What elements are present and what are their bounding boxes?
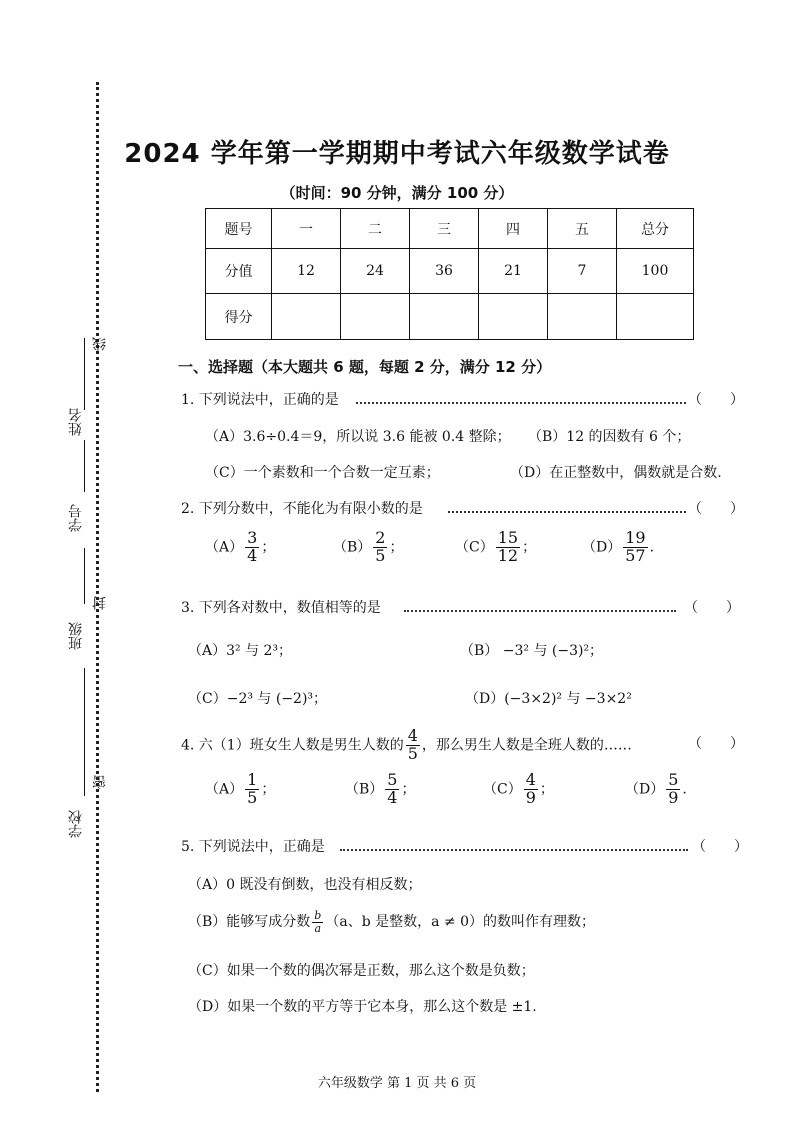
q2-b-label: （B） [333, 539, 372, 556]
q1-leader-dots [356, 402, 686, 404]
q2-c-label: （C） [455, 539, 494, 556]
value-cell: 12 [272, 249, 341, 294]
q5-leader-dots [340, 849, 688, 851]
q2-d-fraction [623, 530, 647, 565]
page-footer: 六年级数学 第 1 页 共 6 页 [317, 1076, 477, 1091]
header-cell: 总分 [617, 209, 694, 249]
numerator: 19 [625, 528, 646, 547]
score-blank-cell[interactable] [617, 294, 694, 340]
value-cell: 7 [548, 249, 617, 294]
student-no-label: 学号 [68, 504, 84, 532]
denominator: 9 [668, 787, 679, 807]
q3-option-c: （C）−2³ 与 (−2)³； [188, 691, 328, 707]
name-label: 姓名 [68, 408, 84, 436]
q5-stem: 5. 下列说法中，正确是 [181, 839, 325, 855]
header-cell: 三 [410, 209, 479, 249]
q4-d-fraction [666, 772, 680, 807]
class-blank-line [84, 548, 85, 604]
q2-a-end: ； [261, 539, 276, 556]
q2-option-d [582, 530, 654, 565]
numerator: b [314, 909, 322, 922]
q2-c-fraction [496, 530, 520, 565]
q2-d-label: （D） [582, 539, 622, 556]
score-blank-cell[interactable] [479, 294, 548, 340]
q4-a-label: （A） [205, 781, 244, 798]
q5-b-pre: （B）能够写成分数 [188, 914, 311, 931]
header-cell: 一 [272, 209, 341, 249]
exam-subtitle: （时间：90 分钟，满分 100 分） [280, 184, 514, 202]
score-label-cell: 得分 [206, 294, 272, 340]
q1-answer-paren[interactable]: （ ） [688, 392, 744, 408]
seal-xian: 线 [92, 337, 108, 351]
q4-option-c [483, 772, 554, 807]
q4-option-a [205, 772, 275, 807]
q3-stem: 3. 下列各对数中，数值相等的是 [181, 600, 381, 616]
numerator: 2 [375, 528, 386, 547]
q4-option-b [345, 772, 415, 807]
q4-d-end: . [682, 781, 687, 798]
q2-b-end: ； [389, 539, 404, 556]
score-table [205, 208, 694, 340]
q4-c-label: （C） [483, 781, 522, 798]
q5-b-post: （a、b 是整数，a ≠ 0）的数叫作有理数； [325, 914, 595, 931]
q4-c-fraction [524, 772, 538, 807]
denominator: 57 [625, 545, 646, 565]
denominator: 5 [407, 743, 418, 763]
numerator: 15 [497, 528, 519, 547]
q2-leader-dots [448, 511, 686, 513]
q5-option-b [188, 910, 595, 934]
score-table-header-row [206, 209, 694, 249]
header-cell: 五 [548, 209, 617, 249]
denominator: 4 [387, 787, 398, 807]
q2-option-a [205, 530, 275, 565]
score-blank-cell[interactable] [272, 294, 341, 340]
q2-a-fraction [245, 530, 259, 565]
q3-leader-dots [404, 610, 676, 612]
q2-stem: 2. 下列分数中，不能化为有限小数的是 [181, 501, 423, 517]
header-cell: 题号 [206, 209, 272, 249]
header-cell: 二 [341, 209, 410, 249]
q4-b-label: （B） [345, 781, 384, 798]
q1-option-b: （B）12 的因数有 6 个； [528, 429, 691, 445]
q4-stem-pre: 4. 六（1）班女生人数是男生人数的 [181, 737, 404, 754]
q2-option-b [333, 530, 403, 565]
q3-answer-paren[interactable]: （ ） [684, 600, 740, 616]
q4-a-end: ； [261, 781, 276, 798]
q5-answer-paren[interactable]: （ ） [692, 839, 748, 855]
q3-option-a: （A）3² 与 2³； [188, 643, 293, 659]
q4-stem [181, 728, 632, 763]
numerator: 4 [407, 726, 418, 745]
numerator: 5 [387, 770, 398, 789]
q5-option-d: （D）如果一个数的平方等于它本身，那么这个数是 ±1. [188, 999, 537, 1015]
value-cell: 24 [341, 249, 410, 294]
score-table-value-row [206, 249, 694, 294]
numerator: 4 [525, 770, 536, 789]
header-cell: 四 [479, 209, 548, 249]
q5-b-fraction [312, 910, 323, 934]
q4-a-fraction [245, 772, 259, 807]
value-cell: 36 [410, 249, 479, 294]
q5-option-a: （A）0 既没有倒数，也没有相反数； [188, 877, 422, 893]
q2-d-end: . [649, 539, 655, 556]
score-blank-cell[interactable] [341, 294, 410, 340]
value-cell: 分值 [206, 249, 272, 294]
score-blank-cell[interactable] [410, 294, 479, 340]
q2-b-fraction [373, 530, 387, 565]
q1-option-c: （C）一个素数和一个合数一定互素； [205, 465, 440, 481]
class-label: 班级 [68, 622, 84, 650]
q5-option-c: （C）如果一个数的偶次幂是正数，那么这个数是负数； [188, 963, 535, 979]
value-cell: 100 [617, 249, 694, 294]
q4-c-end: ； [539, 781, 554, 798]
numerator: 1 [247, 770, 258, 789]
value-cell: 21 [479, 249, 548, 294]
denominator: 5 [375, 545, 386, 565]
q2-option-c [455, 530, 536, 565]
seal-feng: 封 [92, 596, 108, 610]
q2-c-end: ； [522, 539, 537, 556]
seal-mi: 密 [92, 775, 108, 789]
q4-option-d [625, 772, 687, 807]
exam-title: 2024 学年第一学期期中考试六年级数学试卷 [124, 139, 670, 169]
denominator: a [314, 921, 322, 935]
binding-dotted-line [96, 82, 99, 1092]
q3-option-b: （B） −3² 与 (−3)²； [460, 643, 604, 659]
numerator: 5 [668, 770, 679, 789]
student-no-blank-line [84, 440, 85, 492]
name-blank-line [84, 338, 85, 410]
numerator: 3 [247, 528, 258, 547]
q1-stem: 1. 下列说法中，正确的是 [181, 392, 339, 408]
school-blank-line [84, 668, 85, 796]
section-title: 一、选择题（本大题共 6 题，每题 2 分，满分 12 分） [178, 358, 552, 376]
q3-option-d: （D）(−3×2)² 与 −3×2² [465, 691, 632, 707]
q1-option-d: （D）在正整数中，偶数就是合数. [510, 465, 722, 481]
denominator: 9 [525, 787, 536, 807]
q4-b-fraction [385, 772, 399, 807]
q2-answer-paren[interactable]: （ ） [688, 501, 744, 517]
score-blank-cell[interactable] [548, 294, 617, 340]
q1-option-a: （A）3.6÷0.4＝9，所以说 3.6 能被 0.4 整除； [205, 429, 511, 445]
q4-b-end: ； [401, 781, 416, 798]
denominator: 4 [247, 545, 258, 565]
denominator: 12 [497, 545, 519, 565]
q4-stem-fraction [406, 728, 420, 763]
school-label: 学校 [68, 810, 84, 838]
q2-a-label: （A） [205, 539, 244, 556]
q4-d-label: （D） [625, 781, 665, 798]
score-table-score-row [206, 294, 694, 340]
denominator: 5 [247, 787, 258, 807]
q4-stem-post: ，那么男生人数是全班人数的…… [421, 737, 632, 754]
q4-answer-paren[interactable]: （ ） [688, 736, 744, 752]
